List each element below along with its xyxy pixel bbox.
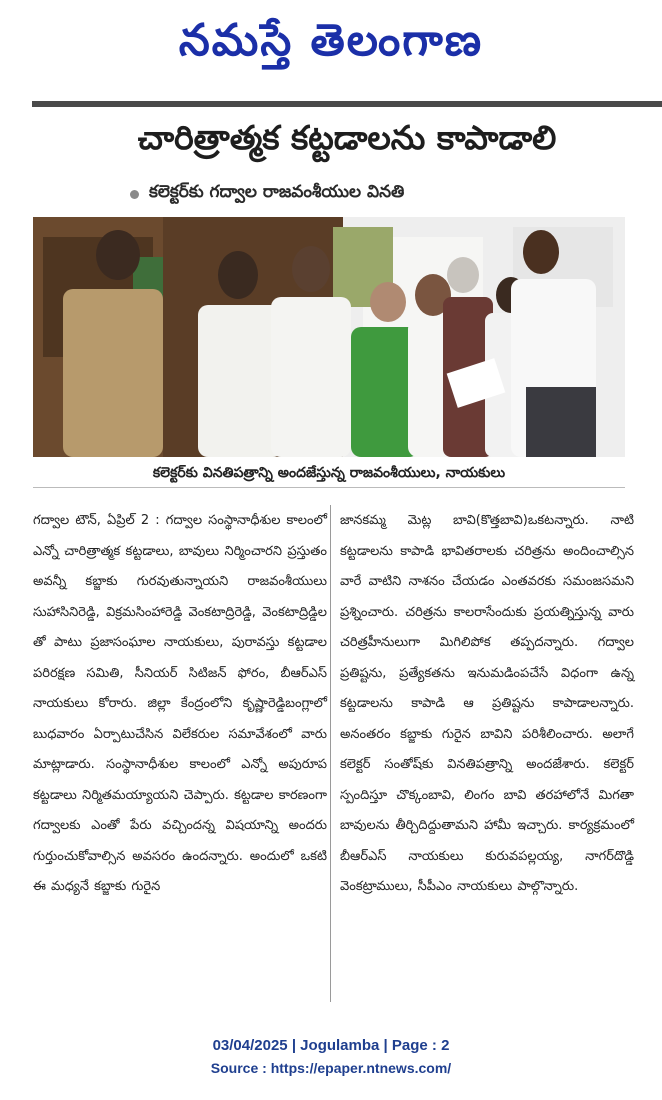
photo-caption [33, 459, 625, 488]
article-headline: చారిత్రాత్మక కట్టడాలను కాపాడాలి [137, 118, 557, 157]
page-footer [0, 1035, 662, 1079]
article-subhead [130, 182, 630, 206]
footer-date-edition: 03/04/2025 | Jogulamba | Page : 2 [212, 1037, 450, 1054]
footer-source: Source : https://epaper.ntnews.com/ [210, 1060, 452, 1076]
column-divider [330, 505, 331, 1002]
newspaper-logo: నమస్తే తెలంగాణ [178, 15, 484, 66]
article-column-right [340, 506, 634, 903]
masthead [0, 0, 662, 92]
article-body-right: జానకమ్మ మెట్ల బావి(కొత్తబావి)ఒకటన్నారు. నాటి కట్టడాలను కాపాడి భావితరాలకు చరిత్రను అందించాల్సిన వారే వాటిని నాశనం చేయడం ఎంతవరకు సమంజసమని ప్రశ్నించారు. చరిత్రను కాలరాసేందుకు ప్రయత్నిస్తున్న వారు చరిత్రహీనులుగా మిగిలిపోక తప్పదన్నారు. గద్వాల ప్రతిష్టను, ప్రత్యేకతను ఇనుమడింపచేసే విధంగా ఉన్న కట్టడాలను కాపాడి ఆ ప్రతిష్టను కాపాడాలన్నారు. అనంతరం కబ్జాకు గురైన బావిని పరిశీలించారు. అలాగే కలెక్టర్ సంతోష్‌కు వినతిపత్రాన్ని అందజేశారు. కలెక్టర్ స్పందిస్తూ చొక్కంబావి, లింగం బావి తరహాలోనే మిగతా బావులను తీర్చిదిద్దుతామని హామీ ఇచ్చారు. కార్యక్రమంలో బీఆర్‌ఎస్ నాయకులు కురువపల్లయ్య, నాగర్‌దొడ్డి వెంకట్రాములు, సీపీఎం నాయకులు పాల్గొన్నారు. [340, 513, 634, 894]
masthead-rule [32, 101, 662, 107]
article-column-left [33, 506, 327, 903]
news-photo [33, 217, 625, 457]
subhead-text: కలెక్టర్‌కు గద్వాల రాజవంశీయుల వినతి [149, 182, 405, 202]
article-body-left: గద్వాల టౌన్, ఏప్రిల్ 2 : గద్వాల సంస్థానాధీశుల కాలంలో ఎన్నో చారిత్రాత్మక కట్టడాలు, బావులు నిర్మించారని ప్రస్తుతం అవన్నీ కబ్జాకు గురవుతున్నాయని రాజవంశీయులు సుహాసినిరెడ్డి, విక్రమసింహారెడ్డి వెంకటాద్రిరెడ్డి, వెంకటాద్రిడ్డిల తో పాటు ప్రజాసంఘాల నాయకులు, పురావస్తు కట్టడాల పరిరక్షణ సమితి, సీనియర్ సిటిజన్ ఫోరం, బీఆర్‌ఎస్ నాయకులు కోరారు. జిల్లా కేంద్రంలోని కృష్ణారెడ్డిబంగ్లాలో బుధవారం ఏర్పాటుచేసిన విలేకరుల సమావేశంలో వారు మాట్లాడారు. సంస్థానాధీశుల కాలంలో ఎన్నో అపురూప కట్టడాలు నిర్మితమయ్యాయని చెప్పారు. కట్టడాల కారణంగా గద్వాలకు ఎంతో పేరు వచ్చిందన్న విషయాన్ని అందరు గుర్తుంచుకోవాల్సిన అవసరం ఉందన్నారు. అందులో ఒకటి ఈ మధ్యనే కబ్జాకు గురైన [33, 513, 327, 894]
photo-caption-text: కలెక్టర్‌కు వినతిపత్రాన్ని అందజేస్తున్న రాజవంశీయులు, నాయకులు [152, 465, 506, 481]
bullet-icon [130, 190, 139, 199]
